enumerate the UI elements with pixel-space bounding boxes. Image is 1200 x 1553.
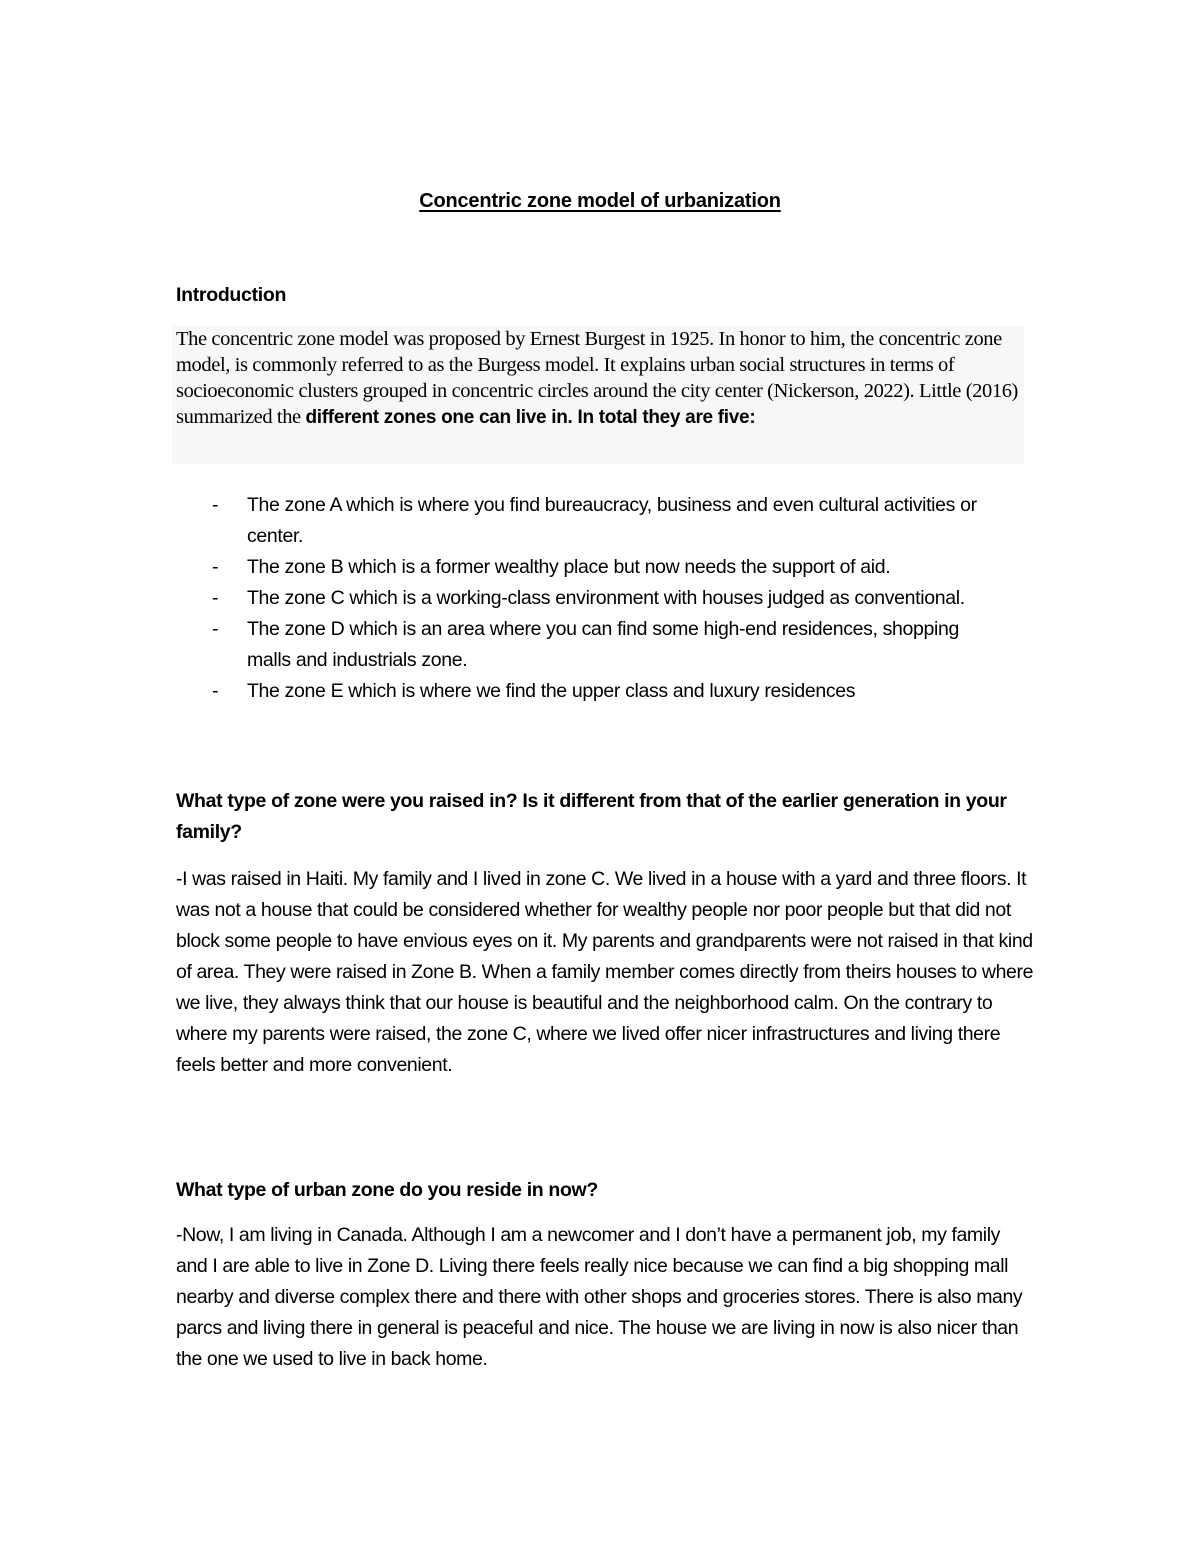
introduction-paragraph bbox=[172, 326, 1024, 464]
question-current-zone: What type of urban zone do you reside in now? bbox=[176, 1179, 598, 1201]
zone-e-text: The zone E which is where we find the upper class and luxury residences bbox=[247, 680, 856, 702]
zone-c-text: The zone C which is a working-class environment with houses judged as conventional. bbox=[247, 587, 965, 609]
list-dash: - bbox=[212, 494, 219, 516]
zone-list bbox=[176, 490, 996, 707]
list-dash: - bbox=[212, 556, 219, 578]
introduction-heading: Introduction bbox=[176, 284, 287, 306]
list-item bbox=[176, 676, 996, 707]
question-raised-zone: What type of zone were you raised in? Is it different from that of the earlier generation in your family? bbox=[176, 790, 1007, 843]
document-title-text: Concentric zone model of urbanization bbox=[419, 190, 781, 212]
list-item bbox=[176, 614, 996, 676]
list-item bbox=[176, 552, 996, 583]
document-title bbox=[0, 186, 1200, 216]
zone-b-text: The zone B which is a former wealthy place but now needs the support of aid. bbox=[247, 556, 891, 578]
zone-a-text: The zone A which is where you find bureaucracy, business and even cultural activities or center. bbox=[247, 494, 977, 547]
answer-current-zone: -Now, I am living in Canada. Although I am a newcomer and I don’t have a permanent job, my family and I are able to live in Zone D. Living there feels really nice because we can find a big shopping mall nearby and diverse complex there and there with other shops and groceries stores. There is also many parcs and living there in general is peaceful and nice. The house we are living in now is also nicer than the one we used to live in back home. bbox=[176, 1224, 1023, 1370]
answer-raised-zone: -I was raised in Haiti. My family and I lived in zone C. We lived in a house with a yard and three floors. It was not a house that could be considered whether for wealthy people nor poor people but that did not block some people to have envious eyes on it. My parents and grandparents were not raised in that kind of area. They were raised in Zone B. When a family member comes directly from theirs houses to where we live, they always think that our house is beautiful and the neighborhood calm. On the contrary to where my parents were raised, the zone C, where we lived offer nicer infrastructures and living there feels better and more convenient. bbox=[176, 868, 1034, 1076]
introduction-text: The concentric zone model was proposed by Ernest Burgest in 1925. In honor to him, the concentric zone model, is commonly referred to as the Burgess model. It explains urban social structures in terms of socioeconomic clusters grouped in concentric circles around the city center (Nickerson, 2022). Little (2016) summarized the bbox=[176, 328, 1018, 428]
list-item bbox=[176, 490, 996, 552]
list-dash: - bbox=[212, 587, 219, 609]
zone-d-text: The zone D which is an area where you can find some high-end residences, shopping malls and industrials zone. bbox=[247, 618, 960, 671]
introduction-text-bold: different zones one can live in. In total they are five: bbox=[305, 407, 756, 428]
list-dash: - bbox=[212, 618, 219, 640]
list-item bbox=[176, 583, 996, 614]
list-dash: - bbox=[212, 680, 219, 702]
